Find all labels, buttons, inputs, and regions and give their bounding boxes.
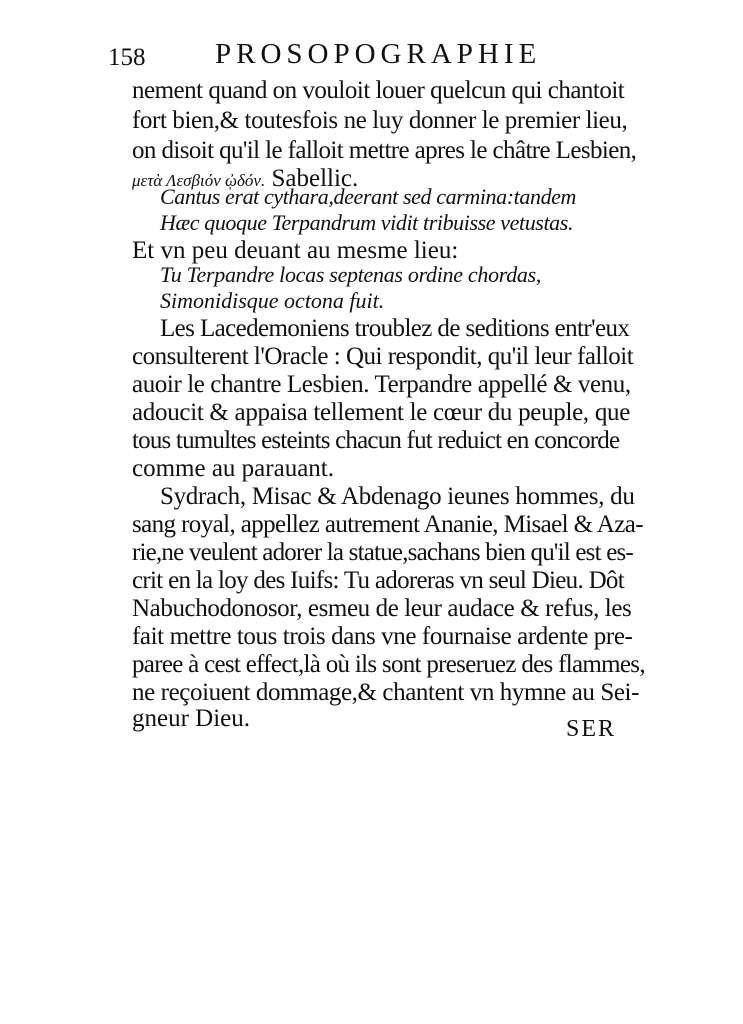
greek-quotation: μετὰ Λεσβιόν ᾠδόν. (132, 171, 266, 190)
text-line: consulterent l'Oracle : Qui respondit, qu'il leur falloit (132, 343, 634, 370)
text-line: adoucit & appaisa tellement le cœur du peuple, que (132, 399, 631, 426)
text-line: nement quand on vouloit louer quelcun qui chantoit (132, 77, 625, 104)
text-line: Et vn peu deuant au mesme lieu: (132, 237, 459, 264)
text-line: gneur Dieu. (132, 705, 251, 732)
text-line: tous tumultes esteints chacun fut reduict en concorde (132, 427, 620, 454)
text-line: ne reçoiuent dommage,& chantent vn hymne au Sei- (132, 679, 640, 706)
catchword: SER (566, 716, 617, 742)
text-line: on disoit qu'il le falloit mettre apres le châtre Lesbien, (132, 137, 637, 164)
text-line: Sydrach, Misac & Abdenago ieunes hommes, du (160, 483, 635, 510)
text-line: fort bien,& toutesfois ne luy donner le premier lieu, (132, 107, 628, 134)
verse-line: Simonidisque octona fuit. (160, 288, 385, 313)
text-line: sang royal, appellez autrement Ananie, Misael & Aza- (132, 511, 643, 538)
text-line: auoir le chantre Lesbien. Terpandre appellé & venu, (132, 371, 631, 398)
page-number: 158 (108, 44, 146, 71)
text-line: fait mettre tous trois dans vne fournaise ardente pre- (132, 623, 633, 650)
text-line: paree à cest effect,là où ils sont preseruez des flammes, (132, 651, 645, 678)
text-line: rie,ne veulent adorer la statue,sachans bien qu'il est es- (132, 539, 633, 566)
citation-sabellic: Sabellic. (265, 165, 359, 192)
text-line: Nabuchodonosor, esmeu de leur audace & refus, les (132, 595, 632, 622)
verse-line: Hæc quoque Terpandrum vidit tribuisse vetustas. (160, 210, 574, 235)
text-line: Les Lacedemoniens troublez de seditions entr'eux (160, 315, 630, 342)
text-line: comme au parauant. (132, 455, 334, 482)
running-title: PROSOPOGRAPHIE (215, 38, 542, 70)
page-header (108, 38, 628, 78)
text-line: crit en la loy des Iuifs: Tu adoreras vn seul Dieu. Dôt (132, 567, 624, 594)
verse-line: Cantus erat cythara,deerant sed carmina:tandem (160, 184, 577, 209)
verse-line: Tu Terpandre locas septenas ordine chordas, (160, 262, 542, 287)
